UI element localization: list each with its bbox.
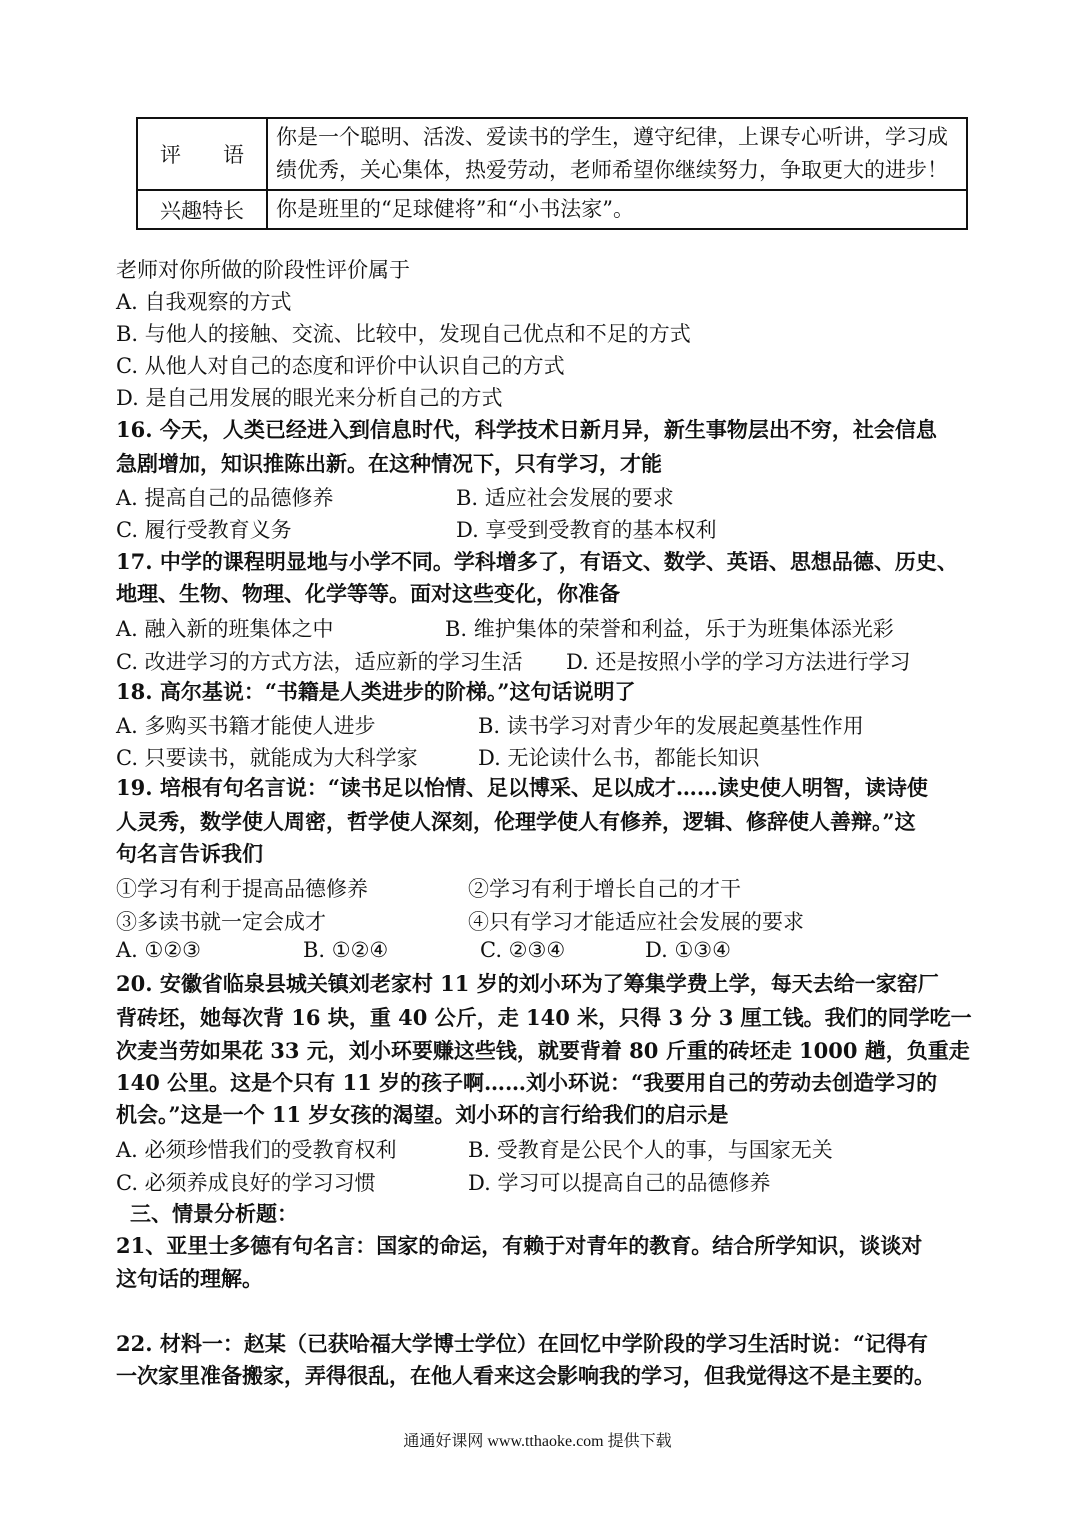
option: B. 读书学习对青少年的发展起奠基性作用	[478, 714, 864, 738]
option: B. 维护集体的荣誉和利益，乐于为班集体添光彩	[445, 617, 894, 641]
option: B. ①②④	[303, 938, 389, 962]
question-stem: 18. 高尔基说：“书籍是人类进步的阶梯。”这句话说明了	[116, 679, 636, 704]
option: A. 多购买书籍才能使人进步	[116, 714, 376, 738]
option: C. 必须养成良好的学习习惯	[116, 1171, 376, 1195]
option: C. 履行受教育义务	[116, 518, 292, 542]
question-stem: 老师对你所做的阶段性评价属于	[116, 258, 410, 282]
row-value: 你是班里的“足球健将”和“小书法家”。	[267, 190, 967, 229]
question-stem: 21、亚里士多德有句名言：国家的命运，有赖于对青年的教育。结合所学知识，谈谈对	[116, 1233, 923, 1258]
row-label: 兴趣特长	[137, 190, 267, 229]
option: A. 提高自己的品德修养	[116, 486, 334, 510]
question-stem: 22. 材料一：赵某（已获哈福大学博士学位）在回忆中学阶段的学习生活时说：“记得有	[116, 1331, 928, 1356]
question-stem: 19. 培根有句名言说：“读书足以怡情、足以博采、足以成才……读史使人明智，读诗使	[116, 775, 928, 800]
question-stem: 背砖坯，她每次背 16 块，重 40 公斤，走 140 米，只得 3 分 3 厘工钱。我们的同学吃一	[116, 1005, 972, 1030]
option: A. 融入新的班集体之中	[116, 617, 334, 641]
question-stem: 16. 今天，人类已经进入到信息时代，科学技术日新月异，新生事物层出不穷，社会信息	[116, 417, 937, 442]
option: A. ①②③	[116, 938, 201, 962]
option: B. 适应社会发展的要求	[456, 486, 674, 510]
option: D. 享受到受教育的基本权利	[456, 518, 717, 542]
question-stem: 140 公里。这是个只有 11 岁的孩子啊……刘小环说：“我要用自己的劳动去创造学习的	[116, 1070, 938, 1095]
question-stem: 句名言告诉我们	[116, 841, 263, 866]
question-stem: 一次家里准备搬家，弄得很乱，在他人看来这会影响我的学习，但我觉得这不是主要的。	[116, 1363, 935, 1388]
option: B. 受教育是公民个人的事，与国家无关	[468, 1138, 833, 1162]
statement: ②学习有利于增长自己的才干	[468, 877, 741, 901]
option: D. 还是按照小学的学习方法进行学习	[566, 650, 911, 674]
statement: ③多读书就一定会成才	[116, 910, 326, 934]
row-value: 你是一个聪明、活泼、爱读书的学生，遵守纪律，上课专心听讲，学习成绩优秀，关心集体，热爱劳动，老师希望你继续努力，争取更大的进步！	[267, 118, 967, 190]
option: D. 学习可以提高自己的品德修养	[468, 1171, 771, 1195]
question-stem: 机会。”这是一个 11 岁女孩的渴望。刘小环的言行给我们的启示是	[116, 1102, 729, 1127]
question-stem: 急剧增加，知识推陈出新。在这种情况下，只有学习，才能	[116, 451, 662, 476]
option: A. 必须珍惜我们的受教育权利	[116, 1138, 397, 1162]
row-label: 评 语	[137, 118, 267, 190]
option: B. 与他人的接触、交流、比较中，发现自己优点和不足的方式	[116, 322, 691, 346]
question-stem: 人灵秀，数学使人周密，哲学使人深刻，伦理学使人有修养，逻辑、修辞使人善辩。”这	[116, 809, 916, 834]
option: C. ②③④	[480, 938, 566, 962]
statement: ①学习有利于提高品德修养	[116, 877, 368, 901]
section-heading: 三、情景分析题：	[130, 1201, 298, 1226]
option: D. 无论读什么书，都能长知识	[478, 746, 760, 770]
table-row	[137, 118, 967, 190]
table-row	[137, 190, 967, 229]
option: A. 自我观察的方式	[116, 290, 292, 314]
option: C. 从他人对自己的态度和评价中认识自己的方式	[116, 354, 565, 378]
question-stem: 20. 安徽省临泉县城关镇刘老家村 11 岁的刘小环为了筹集学费上学，每天去给一家窑厂	[116, 971, 939, 996]
question-stem: 这句话的理解。	[116, 1266, 263, 1291]
option: D. ①③④	[645, 938, 731, 962]
option: C. 只要读书，就能成为大科学家	[116, 746, 418, 770]
statement: ④只有学习才能适应社会发展的要求	[468, 910, 804, 934]
question-stem: 地理、生物、物理、化学等等。面对这些变化，你准备	[116, 581, 620, 606]
evaluation-table	[136, 117, 968, 230]
option: D. 是自己用发展的眼光来分析自己的方式	[116, 386, 503, 410]
question-stem: 17. 中学的课程明显地与小学不同。学科增多了，有语文、数学、英语、思想品德、历史、	[116, 549, 958, 574]
option: C. 改进学习的方式方法，适应新的学习生活	[116, 650, 523, 674]
page-footer: 通通好课网 www.tthaoke.com 提供下载	[403, 1433, 672, 1450]
question-stem: 次麦当劳如果花 33 元，刘小环要赚这些钱，就要背着 80 斤重的砖坯走 1000 趟，负重走	[116, 1038, 970, 1063]
